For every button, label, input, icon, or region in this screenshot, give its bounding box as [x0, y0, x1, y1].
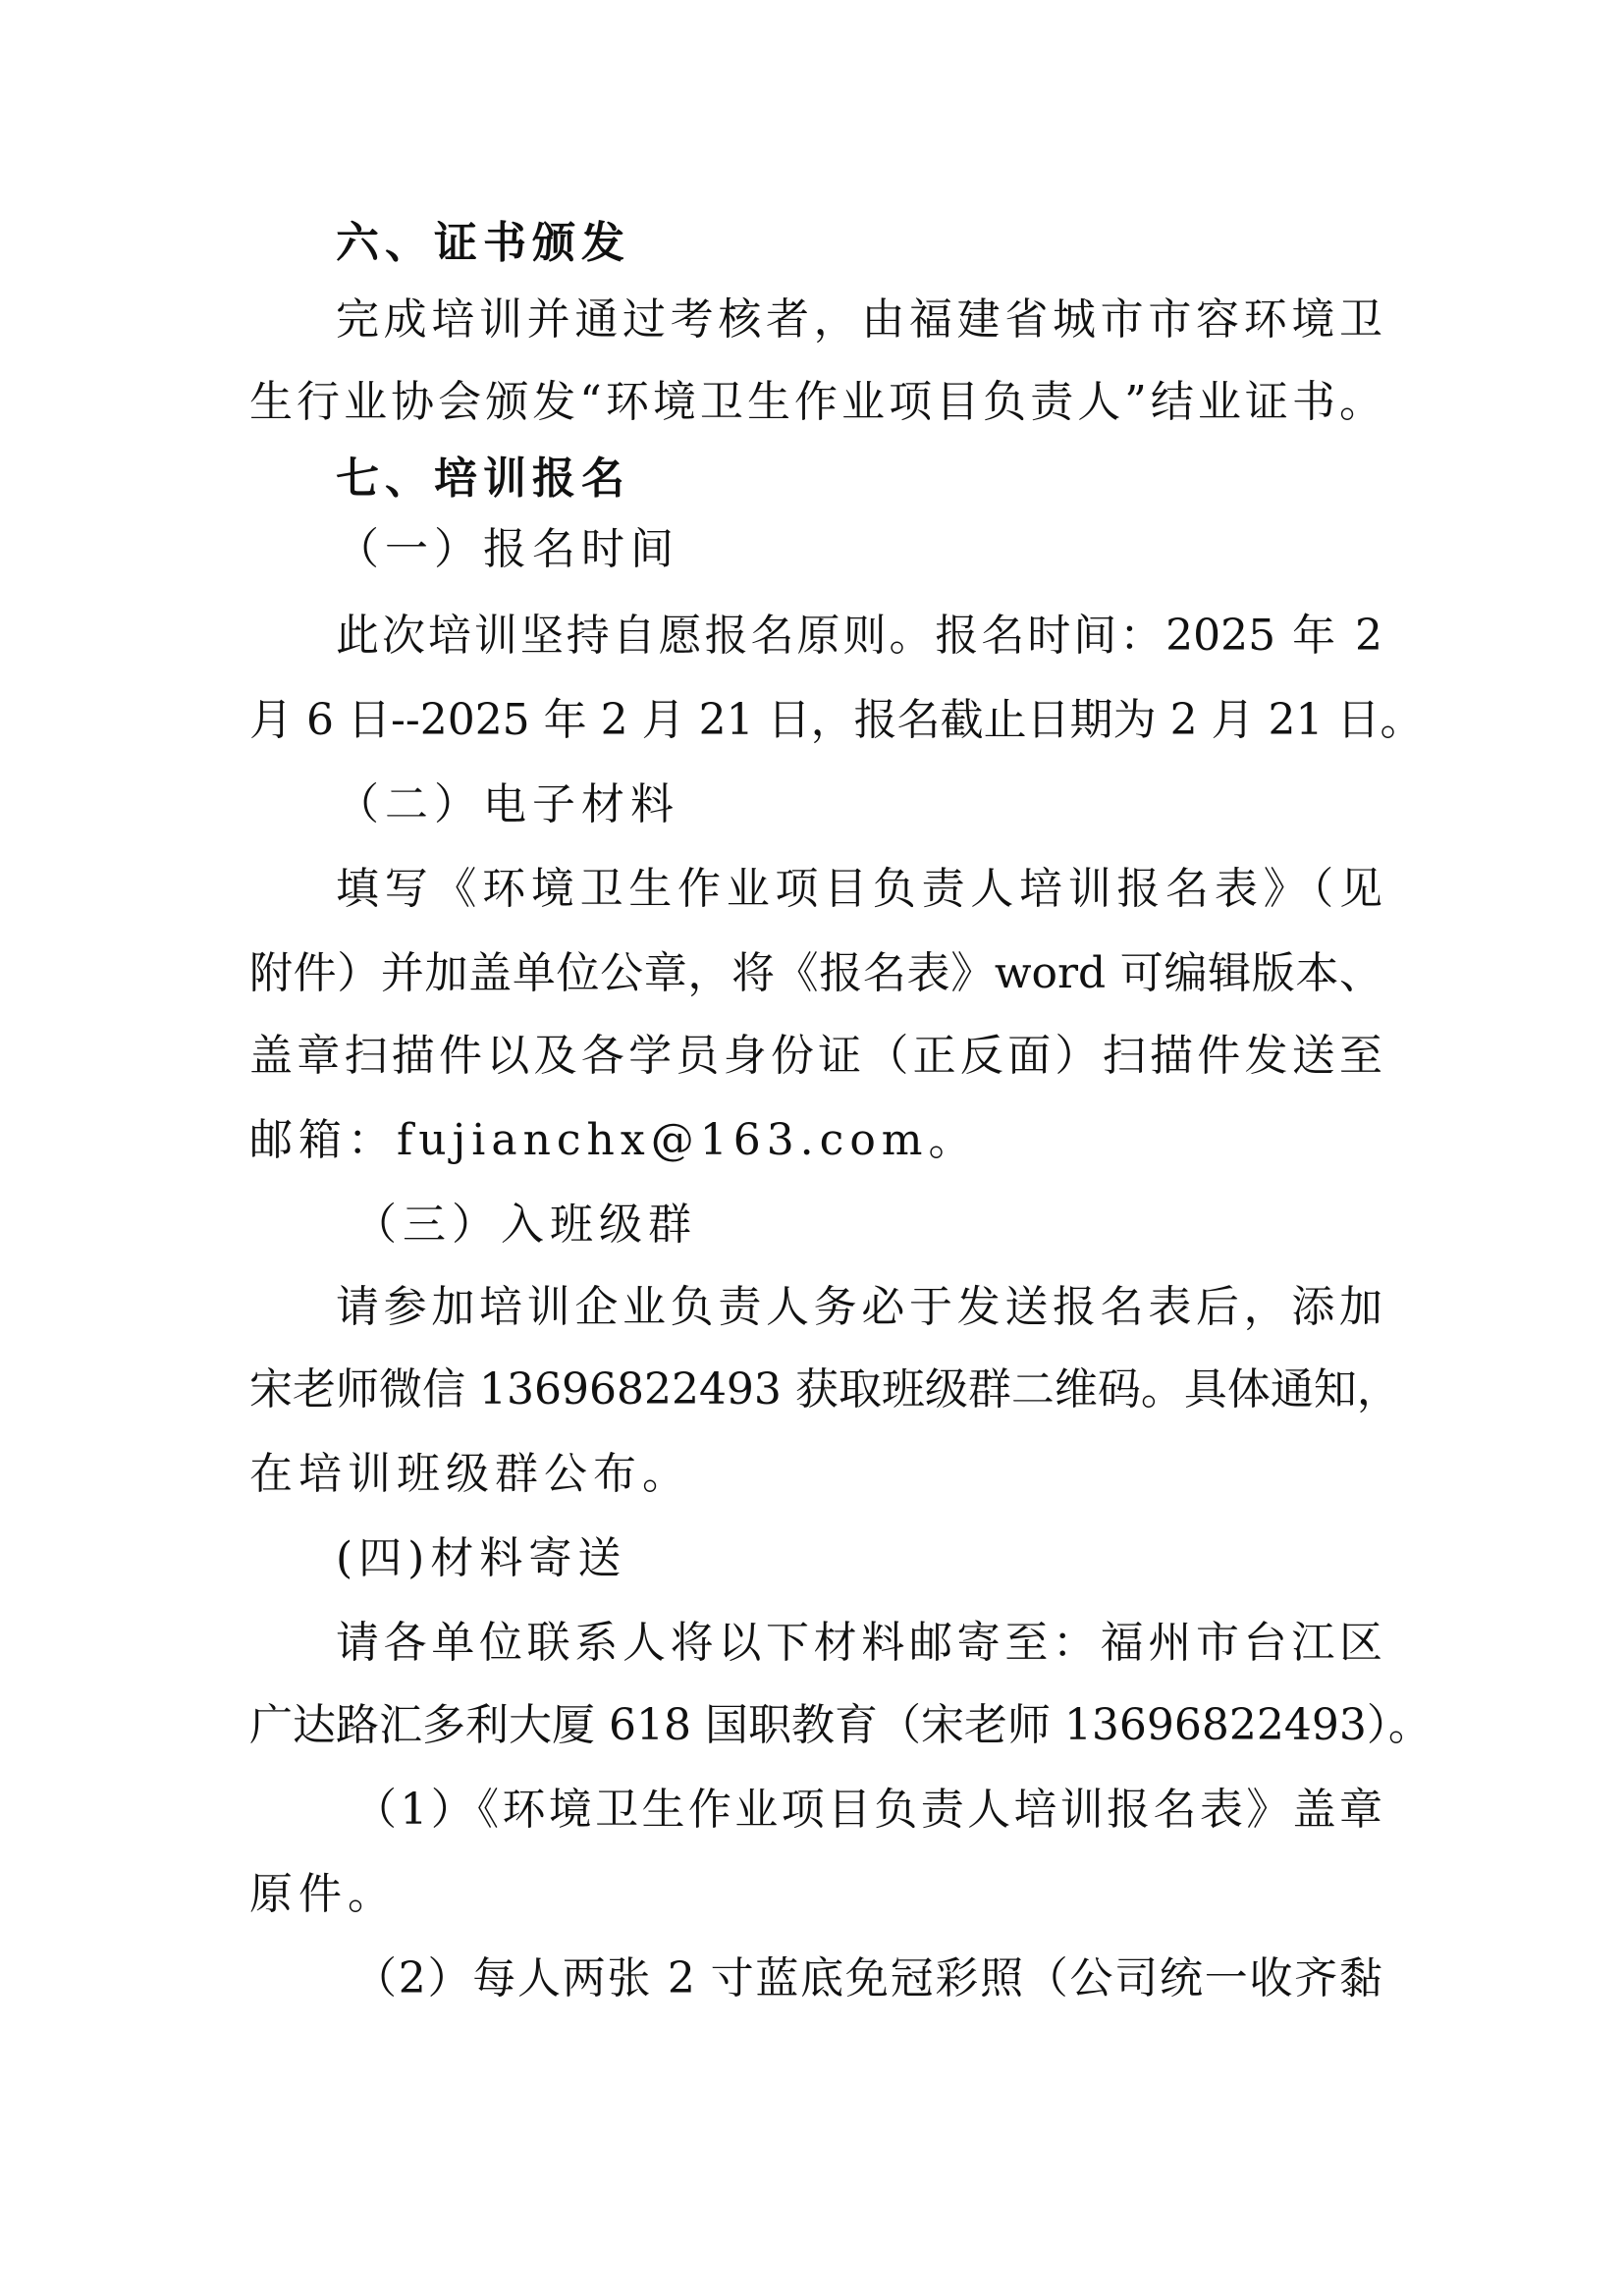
section-6-heading: 六、证书颁发: [336, 218, 630, 268]
registration-time-line-2: 月 6 日--2025 年 2 月 21 日，报名截止日期为 2 月 21 日。: [249, 695, 1424, 745]
section-6-paragraph-line-1: 完成培训并通过考核者，由福建省城市市容环境卫: [336, 294, 1382, 345]
material-mailing-title: (四)材料寄送: [336, 1533, 627, 1583]
section-6-paragraph-line-2: 生行业协会颁发“环境卫生作业项目负责人”结业证书。: [249, 377, 1382, 427]
electronic-materials-line-3: 盖章扫描件以及各学员身份证（正反面）扫描件发送至: [249, 1031, 1382, 1081]
section-7-heading: 七、培训报名: [336, 454, 630, 504]
material-item-1-line-2: 原件。: [249, 1869, 397, 1919]
registration-time-title: （一）报名时间: [336, 524, 679, 574]
class-group-line-2: 宋老师微信 13696822493 获取班级群二维码。具体通知，: [249, 1364, 1400, 1415]
electronic-materials-line-2: 附件）并加盖单位公章，将《报名表》word 可编辑版本、: [249, 948, 1382, 998]
electronic-materials-line-4: 邮箱：fujianchx@163.com。: [249, 1115, 978, 1165]
material-mailing-line-2: 广达路汇多利大厦 618 国职教育（宋老师 13696822493）。: [249, 1700, 1432, 1750]
electronic-materials-title: （二）电子材料: [336, 779, 679, 829]
electronic-materials-line-1: 填写《环境卫生作业项目负责人培训报名表》（见: [336, 864, 1382, 914]
material-item-2-line-1: （2）每人两张 2 寸蓝底免冠彩照（公司统一收齐黏: [353, 1953, 1382, 2003]
material-mailing-line-1: 请各单位联系人将以下材料邮寄至：福州市台江区: [336, 1618, 1382, 1668]
class-group-line-3: 在培训班级群公布。: [249, 1449, 691, 1499]
class-group-title: （三）入班级群: [353, 1200, 697, 1250]
class-group-line-1: 请参加培训企业负责人务必于发送报名表后，添加: [336, 1282, 1382, 1332]
registration-time-line-1: 此次培训坚持自愿报名原则。报名时间：2025 年 2: [336, 611, 1382, 661]
material-item-1-line-1: （1）《环境卫生作业项目负责人培训报名表》盖章: [353, 1785, 1382, 1835]
